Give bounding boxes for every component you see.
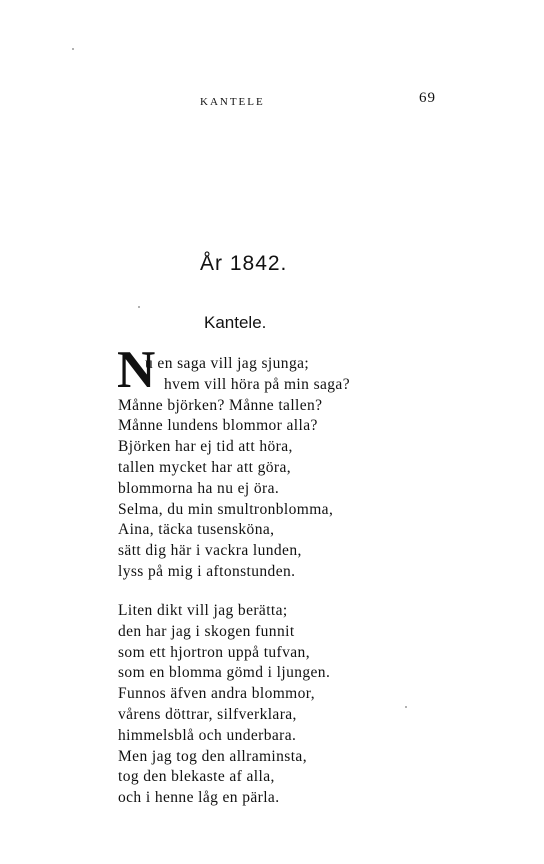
poem-line: Månne lundens blommor alla?	[118, 417, 318, 435]
poem-line: Funnos äfven andra blommor,	[118, 685, 316, 703]
poem-line: som ett hjortron uppå tufvan,	[118, 643, 310, 661]
poem-line: vårens döttrar, silfverklara,	[118, 705, 297, 723]
poem-line: som en blomma gömd i ljungen.	[118, 664, 331, 682]
poem-line: Men jag tog den allraminsta,	[118, 747, 307, 765]
poem-line: Björken har ej tid att höra,	[118, 438, 293, 456]
paper-speck	[72, 48, 74, 50]
poem-line: Liten dikt vill jag berätta;	[118, 602, 288, 619]
year-heading: År 1842.	[200, 252, 288, 275]
poem-line: sätt dig här i vackra lunden,	[118, 542, 302, 560]
page-number: 69	[419, 90, 436, 106]
poem-line: u en saga vill jag sjunga;	[145, 355, 310, 372]
poem-line: Månne björken? Månne tallen?	[118, 396, 323, 414]
poem-line: tallen mycket har att göra,	[118, 458, 292, 476]
poem-line: hvem vill höra på min saga?	[164, 375, 350, 393]
running-head: KANTELE	[200, 96, 265, 108]
poem-line: Aina, täcka tusensköna,	[118, 521, 275, 539]
poem-line: lyss på mig i aftonstunden.	[118, 562, 296, 580]
poem-line: Selma, du min smultronblomma,	[118, 500, 334, 518]
poem-line: tog den blekaste af alla,	[118, 768, 275, 786]
stanza-1	[118, 354, 350, 583]
stanza-2	[118, 601, 330, 809]
drop-cap: N	[117, 341, 156, 399]
poem-title: Kantele.	[204, 313, 267, 332]
poem-line: och i henne låg en pärla.	[118, 789, 280, 807]
paper-speck	[138, 306, 140, 308]
poem-line: den har jag i skogen funnit	[118, 622, 295, 640]
paper-speck	[405, 706, 407, 708]
poem-line: blommorna ha nu ej öra.	[118, 479, 280, 497]
poem-line: himmelsblå och underbara.	[118, 726, 297, 744]
